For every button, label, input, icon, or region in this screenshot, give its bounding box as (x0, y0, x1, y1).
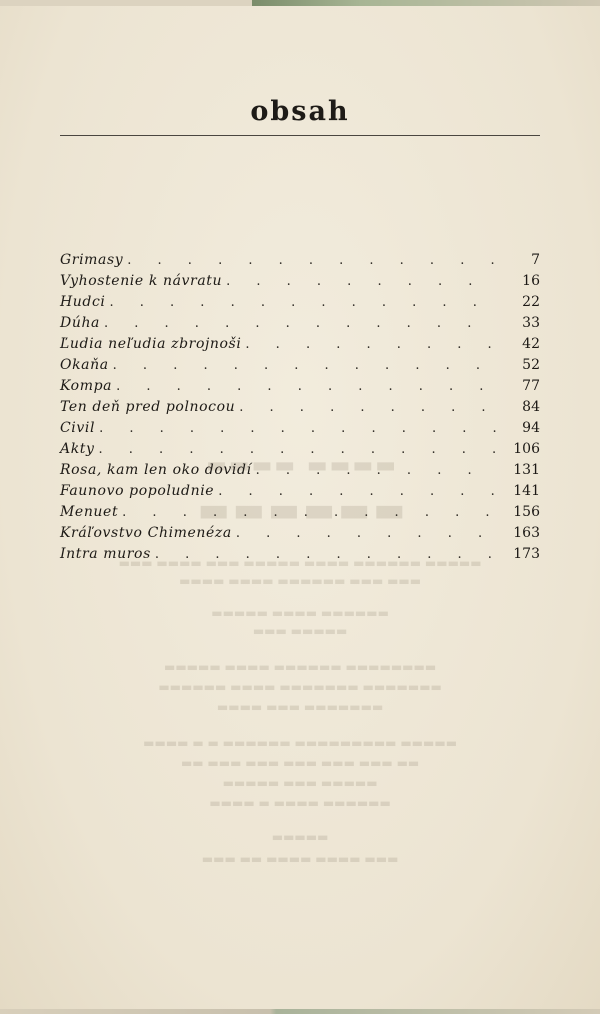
toc-entry-page-number: 163 (513, 525, 540, 541)
title-rule (60, 135, 540, 136)
toc-entry (60, 397, 540, 418)
toc-entry-title: Kráľovstvo Chimenéza (60, 525, 232, 541)
toc-entry-page-number: 16 (522, 273, 540, 289)
toc-entry-page-number: 42 (522, 336, 540, 352)
toc-dot-leader (104, 313, 498, 334)
show-through-line: ▬▬▬▬▬ ▬▬▬▬▬▬ ▬▬▬▬ ▬▬▬▬▬ ▬▬▬ ▬▬▬▬ ▬▬▬ (118, 556, 482, 570)
toc-entry-page-number: 84 (522, 399, 540, 415)
toc-entry-title: Intra muros (60, 546, 151, 562)
toc-entry-page-number: 7 (531, 252, 540, 268)
toc-entry-title: Okaňa (60, 357, 109, 373)
toc-entry-title: Menuet (60, 504, 119, 520)
toc-dot-leader (113, 355, 498, 376)
show-through-line: ▬▬ ▬▬▬ ▬▬▬ ▬▬▬ ▬▬▬ ▬▬▬ ▬▬ (180, 756, 420, 770)
toc-dot-leader (122, 502, 498, 523)
show-through-line: ▬▬▬▬▬ ▬▬▬▬▬▬▬▬▬ ▬▬▬▬▬▬ ▬ ▬ ▬▬▬▬ (143, 736, 457, 750)
page-edge-top (0, 0, 600, 6)
toc-entry-page-number: 141 (513, 483, 540, 499)
show-through-line: ▬▬▬▬▬ (271, 830, 329, 844)
toc-entry (60, 544, 540, 565)
toc-entry (60, 439, 540, 460)
toc-entry-title: Dúha (60, 315, 101, 331)
toc-dot-leader (256, 460, 498, 481)
toc-entry-page-number: 94 (522, 420, 540, 436)
toc-dot-leader (99, 439, 498, 460)
toc-entry-page-number: 22 (522, 294, 540, 310)
show-through-line: ▬▬▬▬▬▬ ▬▬▬▬ ▬▬▬▬▬ (211, 606, 389, 620)
toc-entry-page-number: 173 (513, 546, 540, 562)
toc-entry (60, 418, 540, 439)
toc-dot-leader (116, 376, 498, 397)
toc-entry (60, 376, 540, 397)
toc-entry-page-number: 106 (513, 441, 540, 457)
toc-entry (60, 460, 540, 481)
show-through-line: ▬▬▬▬▬▬▬ ▬▬▬▬▬▬▬ ▬▬▬▬ ▬▬▬▬▬▬ (158, 680, 442, 694)
toc-dot-leader (155, 544, 498, 565)
show-through-line: ▬▬▬▬▬▬▬▬ ▬▬▬▬▬▬ ▬▬▬▬ ▬▬▬▬▬ (163, 660, 437, 674)
toc-dot-leader (110, 292, 498, 313)
toc-dot-leader (99, 418, 498, 439)
toc-entry-page-number: 52 (522, 357, 540, 373)
toc-entry (60, 271, 540, 292)
toc-dot-leader (239, 397, 498, 418)
toc-entry-title: Faunovo popoludnie (60, 483, 215, 499)
show-through-line: ▬▬▬▬▬▬▬ ▬▬▬ ▬▬▬▬ (216, 700, 384, 714)
toc-entry (60, 481, 540, 502)
toc-entry-title: Ten deň pred polnocou (60, 399, 236, 415)
toc-entry-page-number: 156 (513, 504, 540, 520)
page-title: obsah (250, 96, 350, 127)
toc-entry (60, 502, 540, 523)
toc-entry (60, 355, 540, 376)
toc-dot-leader (245, 334, 498, 355)
toc-entry-title: Kompa (60, 378, 113, 394)
show-through-line: ▬▬▬▬▬ ▬▬▬ ▬▬▬▬▬ (222, 776, 378, 790)
toc-entry-page-number: 77 (522, 378, 540, 394)
toc-dot-leader (236, 523, 498, 544)
toc-entry-title: Hudci (60, 294, 106, 310)
toc-dot-leader (218, 481, 498, 502)
toc-entry (60, 313, 540, 334)
show-through-line: ▬▬▬▬▬ ▬▬▬ (252, 624, 348, 638)
toc-entry-title: Ľudia neľudia zbrojnoši (60, 336, 242, 352)
show-through-author: ▬▬▬▬ ▬▬▬▬ (204, 452, 396, 478)
toc-entry (60, 523, 540, 544)
table-of-contents (60, 250, 540, 565)
toc-entry-page-number: 131 (513, 462, 540, 478)
show-through-title: ▬▬▬▬▬▬ (194, 490, 406, 530)
toc-entry (60, 250, 540, 271)
toc-entry-title: Grimasy (60, 252, 124, 268)
show-through-line: ▬▬▬ ▬▬▬▬ ▬▬▬▬ ▬▬ ▬▬▬ (201, 852, 399, 866)
toc-dot-leader (127, 250, 498, 271)
toc-entry (60, 334, 540, 355)
toc-entry-title: Civil (60, 420, 96, 436)
toc-dot-leader (226, 271, 498, 292)
toc-entry-title: Rosa, kam len oko dovidí (60, 462, 252, 478)
toc-entry-title: Akty (60, 441, 95, 457)
show-through-line: ▬▬▬ ▬▬▬ ▬▬▬▬▬▬ ▬▬▬▬ ▬▬▬▬ (179, 574, 422, 588)
toc-entry (60, 292, 540, 313)
show-through-line: ▬▬▬▬▬▬ ▬▬▬▬ ▬ ▬▬▬▬ (209, 796, 391, 810)
toc-entry-title: Vyhostenie k návratu (60, 273, 223, 289)
page-edge-bottom (0, 1009, 600, 1014)
toc-entry-page-number: 33 (522, 315, 540, 331)
